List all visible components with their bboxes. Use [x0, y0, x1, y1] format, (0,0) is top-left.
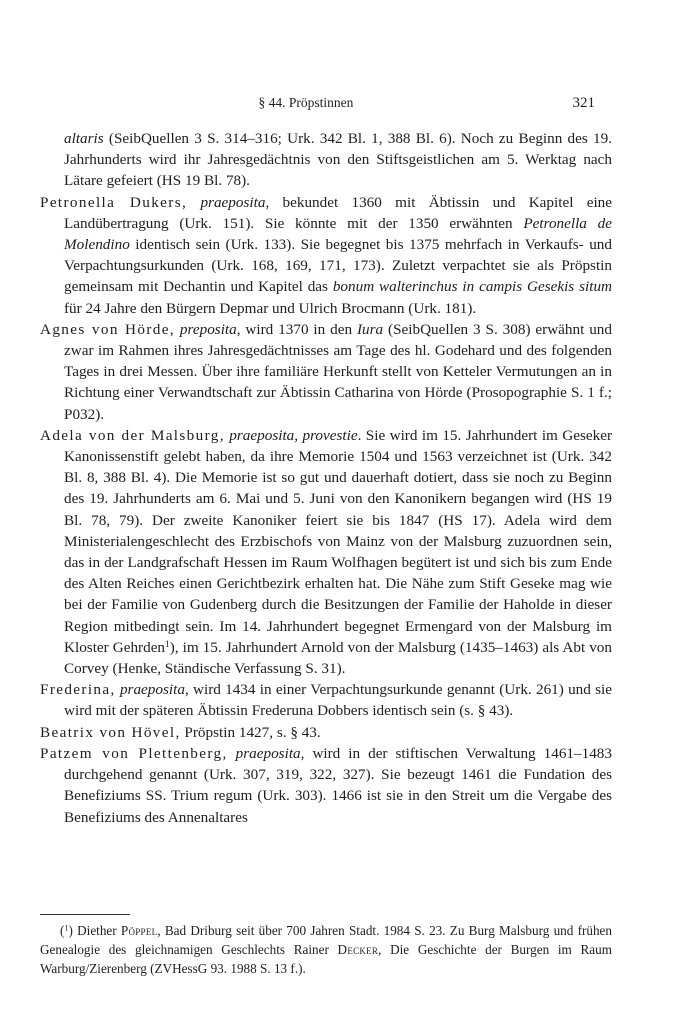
- prosopography-entry: [40, 425, 612, 679]
- main-text: [40, 128, 612, 828]
- text-segment: . Sie wird im 15. Jahrhundert im Geseker Kanonissenstift gelebt haben, da ihre Memorie 1504 und 1563 verzeichnet ist (Urk. 342 Bl. 8, 388 Bl. 4). Die Memorie ist so gut und dauerhaft dotiert, dass sie noch zu Beginn des 19. Jahrhunderts am 6. Mai und 5. Juni von den Kanonikern begangen wird (HS 19 Bl. 78, 79). Der zweite Kanoniker feiert sie bis 1847 (HS 17). Adela wird dem Ministerialengeschlecht des Erzbischofs von Mainz von der Malsburg zuzuordnen sein, das in der Landgrafschaft Hessen im Raum Wolfhagen begütert ist und sich bis zum Ende des Alten Reiches einen Gerichtbezirk erhalten hat. Die Nähe zum Stift Geseke mag wie bei der Familie von Gudenberg durch die Besitzungen der Familie der Haholde in dieser Region mitbedingt sein. Im 14. Jahrhundert begegnet Ermengard von der Malsburg im Kloster Gehrden: [64, 426, 613, 656]
- text-segment: praeposita: [200, 193, 266, 211]
- prosopography-entry: [40, 743, 612, 828]
- running-title: § 44. Pröpstinnen: [258, 95, 354, 110]
- footnote-reference: 1: [165, 639, 170, 650]
- text-segment: praeposita, provestie: [229, 426, 358, 444]
- text-segment: (SeibQuellen 3 S. 314–316; Urk. 342 Bl. 1, 388 Bl. 6). Noch zu Beginn des 19. Jahrhunderts wird ihr Jahresgedächtnis von den Stiftsgeistlichen am 5. Werktag nach Lätare gefeiert (HS 19 Bl. 78).: [64, 130, 612, 190]
- person-name: Adela von der Malsburg,: [40, 426, 225, 444]
- text-segment: Diether: [72, 923, 121, 938]
- text-segment: praeposita: [119, 681, 185, 699]
- text-segment: identisch sein (Urk. 133). Sie begegnet bis 1375 mehrfach in Verkaufs- und Verpachtungsurkunden (Urk. 168, 169, 171, 173). Zuletzt verpachtet sie als Pröpstin gemeinsam mit Dechantin und Kapitel das: [64, 236, 612, 296]
- text-segment: für 24 Jahre den Bürgern Depmar und Ulrich Brocmann (Urk. 181).: [64, 299, 477, 317]
- text-segment: Petronella de Molendino: [64, 214, 612, 254]
- person-name: Frederina,: [40, 681, 116, 699]
- person-name: Patzem von Plettenberg,: [40, 744, 228, 762]
- text-segment: altaris: [64, 130, 104, 147]
- footnote-divider: [40, 914, 130, 915]
- text-segment: , Bad Driburg seit über 700 Jahren Stadt. 1984 S. 23. Zu Burg Malsburg und frühen Genealogie des gleichnamigen Geschlechts Rainer: [40, 923, 612, 957]
- text-segment: praeposita: [235, 744, 301, 762]
- prosopography-entry: [40, 679, 612, 721]
- person-name: Petronella Dukers,: [40, 193, 188, 211]
- person-name: Beatrix von Hövel,: [40, 723, 181, 741]
- footnote-marker: ($^1$): [60, 923, 73, 938]
- page-header: [0, 95, 700, 117]
- text-segment: , bekundet 1360 mit Äbtissin und Kapitel eine Landübertragung (Urk. 151). Sie könnte mit der 1350 erwähnten: [64, 193, 612, 232]
- text-segment: preposita: [179, 320, 237, 338]
- author-name: Pöppel: [120, 923, 158, 938]
- prosopography-entry: [40, 192, 612, 319]
- text-segment: [228, 745, 236, 762]
- author-name: Decker: [337, 942, 379, 957]
- person-name: Agnes von Hörde,: [40, 320, 176, 338]
- text-segment: Pröpstin 1427, s. § 43.: [180, 723, 321, 741]
- text-segment: , wird 1370 in den: [236, 320, 357, 338]
- text-segment: ), im 15. Jahrhundert Arnold von der Malsburg (1435–1463) als Abt von Corvey (Henke, Ständische Verfassung S. 31).: [64, 638, 612, 678]
- text-segment: , wird in der stiftischen Verwaltung 1461–1483 durchgehend genannt (Urk. 307, 319, 322, 327). Sie bezeugt 1461 die Fundation des Benefiziums SS. Trium regum (Urk. 303). 1466 ist sie in den Streit um die Vergabe des Benefiziums des Annenaltares: [64, 744, 612, 826]
- text-segment: bonum walterinchus in campis Gesekis situm: [332, 278, 613, 296]
- text-segment: , wird 1434 in einer Verpachtungsurkunde genannt (Urk. 261) und sie wird mit der späteren Äbtissin Frederuna Dobbers identisch sein (s. § 43).: [64, 681, 613, 720]
- prosopography-entry: [40, 128, 612, 192]
- text-segment: Iura: [356, 320, 384, 338]
- text-segment: , Die Geschichte der Burgen im Raum Warburg/Zierenberg (ZVHessG 93. 1988 S. 13 f.).: [40, 942, 612, 976]
- prosopography-entry: [40, 722, 612, 743]
- footnote: [40, 921, 612, 978]
- page-number: 321: [572, 95, 595, 111]
- prosopography-entry: [40, 319, 612, 425]
- text-segment: (SeibQuellen 3 S. 308) erwähnt und zwar im Rahmen ihres Jahresgedächtnisses am Tage des hl. Godehard und des folgenden Tages in drei Messen. Über ihre familiäre Herkunft stellt von Ketteler Vermutungen an in Richtung einer Verwandtschaft zur Äbtissin Catharina von Hörde (Prosopographie S. 1 f.; P032).: [64, 320, 612, 423]
